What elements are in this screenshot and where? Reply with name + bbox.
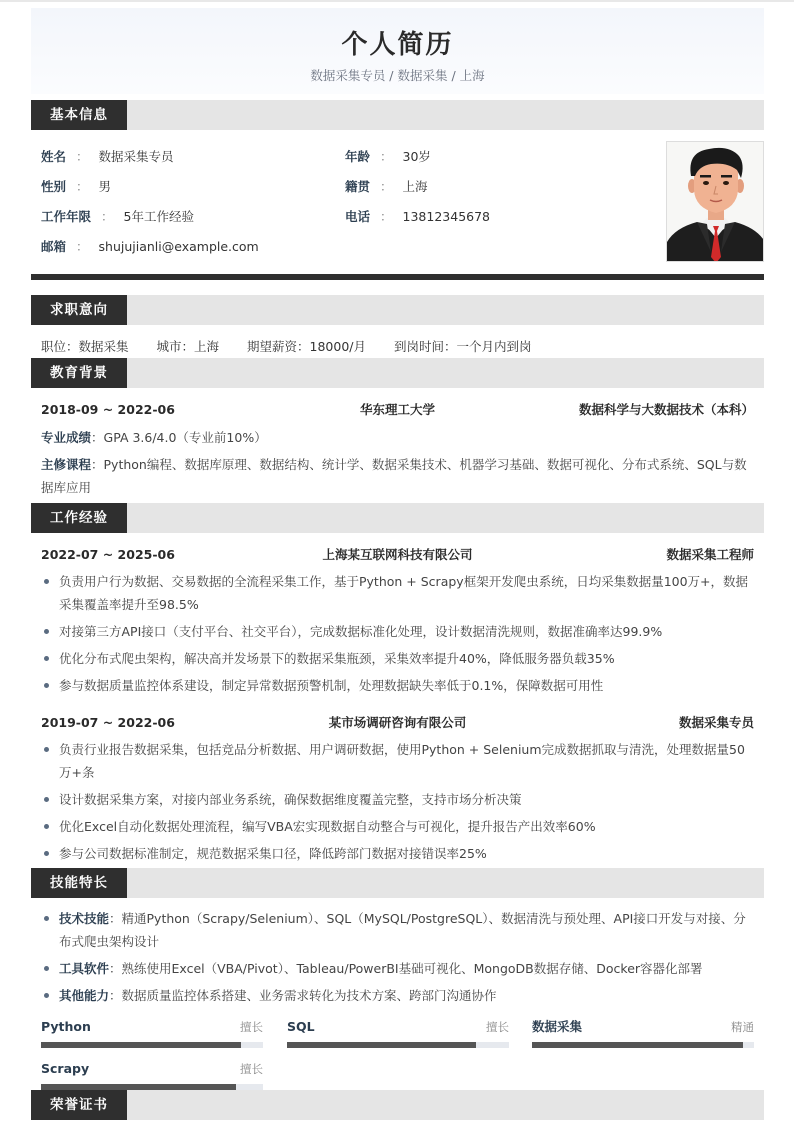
email-value: shujujianli@example.com [98, 239, 259, 254]
education-school: 华东理工大学 [359, 402, 435, 417]
intent-salary: 期望薪资：18000/月 [247, 339, 367, 354]
hometown-value: 上海 [402, 179, 428, 194]
list-item: 优化分布式爬虫架构，解决高并发场景下的数据采集瓶颈，采集效率提升40%，降低服务器负载35% [41, 647, 756, 670]
list-item: 设计数据采集方案，对接内部业务系统，确保数据维度覆盖完整，支持市场分析决策 [41, 788, 756, 811]
skill-track [41, 1042, 263, 1048]
work-title: 数据采集专员 [678, 715, 754, 730]
work-entry-head [41, 714, 754, 732]
skill-fill [532, 1042, 743, 1048]
section-job-intent [31, 295, 764, 325]
list-item: 负责行业报告数据采集，包括竞品分析数据、用户调研数据，使用Python + Selenium完成数据抓取与清洗，处理数据量50万+条 [41, 738, 756, 784]
info-name: 姓名 ： 数据采集专员 [41, 149, 174, 164]
info-phone: 电话 ： 13812345678 [345, 209, 491, 224]
skill-track [532, 1042, 754, 1048]
list-item: 参与数据质量监控体系建设，制定异常数据预警机制，处理数据缺失率低于0.1%，保障数据可用性 [41, 674, 756, 697]
intent-city: 城市：上海 [156, 339, 220, 354]
work-bullets [41, 570, 756, 701]
resume-page: 个人简历 数据采集专员 / 数据采集 / 上海 基本信息 姓名 ： 数据采集专员 年龄 ： 30岁 性别 ： 男 籍贯 ： 上海 工作年限 ： 5年工作经验 电话 ： 13812345678 邮箱 ： shujujianli@example.com 求职意向 职位：数据采集 城市：上海 期望薪资：18000/月 到岗时间：一个月内到岗 教育背景 2018-09 ~ 2022-06 华东理工大学 数据科学与大数据技术（本科） 专业成绩：GPA 3.6/4.0（专业前10%） 主修课程：Python编程、数据库原理、数据结构、统计学、数据采集技术、机器学习基础、数据可视化、分布式系统、SQL与数据库应用 工作经验 2022-07 ~ 2025-06 上海某互联网科技有限公司 数据采集工程师 负责用户行为数据、交易数据的全流程采集工作，基于Python + Scrapy框架开发爬虫系统，日均采集数据量100万+，数据采集覆盖率提升至98.5% 对接第三方API接口（支付平台、社交平台），完成数据标准化处理，设计数据清洗规则，数据准确率达99.9% 优化分布式爬虫架构，解决高并发场景下的数据采集瓶颈，采集效率提升40%，降低服务器负载35% 参与数据质量监控体系建设，制定异常数据预警机制，处理数据缺失率低于0.1%，保障数据可用性 2019-07 ~ 2022-06 某市场调研咨询有限公司 数据采集专员 负责行业报告数据采集，包括竞品分析数据、用户调研数据，使用Python + Selenium完成数据抓取与清洗，处理数据量50万+条 设计数据采集方案，对接内部业务系统，确保数据维度覆盖完整，支持市场分析决策 优化Excel自动化数据处理流程，编写VBA宏实现数据自动整合与可视化，提升报告产出效率60% 参与公司数据标准制定，规范数据采集口径，降低跨部门数据对接错误率25% 技能特长 技术技能：精通Python（Scrapy/Selenium）、SQL（MySQL/PostgreSQL）、数据清洗与预处理、API接口开发与对接、分布式爬虫架构设计 工具软件：熟练使用Excel（VBA/Pivot）、Tableau/PowerBI基础可视化、MongoDB数据存储、Docker容器化部署 其他能力：数据质量监控体系搭建、业务需求转化为技术方案、跨部门沟通协作 Python 擅长 SQL 擅长 数据采集 精通 Scrapy 擅长 荣誉证书 [0, 0, 794, 1123]
section-basic-info [31, 100, 764, 130]
list-item: 工具软件：熟练使用Excel（VBA/Pivot）、Tableau/PowerBI基础可视化、MongoDB数据存储、Docker容器化部署 [41, 957, 756, 980]
education-gpa: 专业成绩：GPA 3.6/4.0（专业前10%） [41, 430, 267, 445]
page-title: 个人简历 [341, 30, 454, 60]
section-work-experience [31, 503, 764, 533]
phone-value: 13812345678 [402, 209, 491, 224]
skill-track [287, 1042, 509, 1048]
work-title: 数据采集工程师 [666, 547, 754, 562]
education-courses: 主修课程：Python编程、数据库原理、数据结构、统计学、数据采集技术、机器学习基础、数据可视化、分布式系统、SQL与数据库应用 [41, 457, 747, 495]
avatar-icon [667, 142, 764, 262]
work-entry-head [41, 546, 754, 564]
skill-bullets [41, 907, 756, 1011]
work-company: 上海某互联网科技有限公司 [322, 547, 473, 562]
section-title: 教育背景 [31, 358, 127, 388]
section-skills [31, 868, 764, 898]
list-item: 负责用户行为数据、交易数据的全流程采集工作，基于Python + Scrapy框架开发爬虫系统，日均采集数据量100万+，数据采集覆盖率提升至98.5% [41, 570, 756, 616]
work-period: 2022-07 ~ 2025-06 [41, 547, 175, 562]
info-age: 年龄 ： 30岁 [345, 149, 431, 164]
work-company: 某市场调研咨询有限公司 [328, 715, 467, 730]
section-education [31, 358, 764, 388]
education-entry-head [41, 401, 754, 419]
gender-value: 男 [98, 179, 112, 194]
list-item: 对接第三方API接口（支付平台、社交平台），完成数据标准化处理，设计数据清洗规则，数据准确率达99.9% [41, 620, 756, 643]
info-email: 邮箱 ： shujujianli@example.com [41, 239, 259, 254]
section-title: 技能特长 [31, 868, 127, 898]
section-divider [31, 274, 764, 280]
resume-header [31, 8, 764, 94]
info-gender: 性别 ： 男 [41, 179, 112, 194]
avatar-photo [666, 141, 764, 262]
skill-fill [41, 1042, 241, 1048]
section-title: 荣誉证书 [31, 1090, 127, 1120]
skill-fill [287, 1042, 476, 1048]
section-honors [31, 1090, 764, 1120]
list-item: 技术技能：精通Python（Scrapy/Selenium）、SQL（MySQL/PostgreSQL）、数据清洗与预处理、API接口开发与对接、分布式爬虫架构设计 [41, 907, 756, 953]
experience-value: 5年工作经验 [123, 209, 194, 224]
intent-position: 职位：数据采集 [41, 339, 129, 354]
list-item: 其他能力：数据质量监控体系搭建、业务需求转化为技术方案、跨部门沟通协作 [41, 984, 756, 1007]
info-hometown: 籍贯 ： 上海 [345, 179, 428, 194]
work-bullets [41, 738, 756, 869]
section-title: 求职意向 [31, 295, 127, 325]
name-value: 数据采集专员 [98, 149, 174, 164]
section-title: 工作经验 [31, 503, 127, 533]
intent-availability: 到岗时间：一个月内到岗 [394, 339, 532, 354]
education-period: 2018-09 ~ 2022-06 [41, 402, 175, 417]
list-item: 优化Excel自动化数据处理流程，编写VBA宏实现数据自动整合与可视化，提升报告产出效率60% [41, 815, 756, 838]
page-subtitle: 数据采集专员 / 数据采集 / 上海 [310, 68, 485, 83]
job-intent-row [41, 338, 560, 356]
info-experience: 工作年限 ： 5年工作经验 [41, 209, 194, 224]
section-title: 基本信息 [31, 100, 127, 130]
age-value: 30岁 [402, 149, 431, 164]
list-item: 参与公司数据标准制定，规范数据采集口径，降低跨部门数据对接错误率25% [41, 842, 756, 865]
work-period: 2019-07 ~ 2022-06 [41, 715, 175, 730]
education-major: 数据科学与大数据技术（本科） [578, 402, 754, 417]
